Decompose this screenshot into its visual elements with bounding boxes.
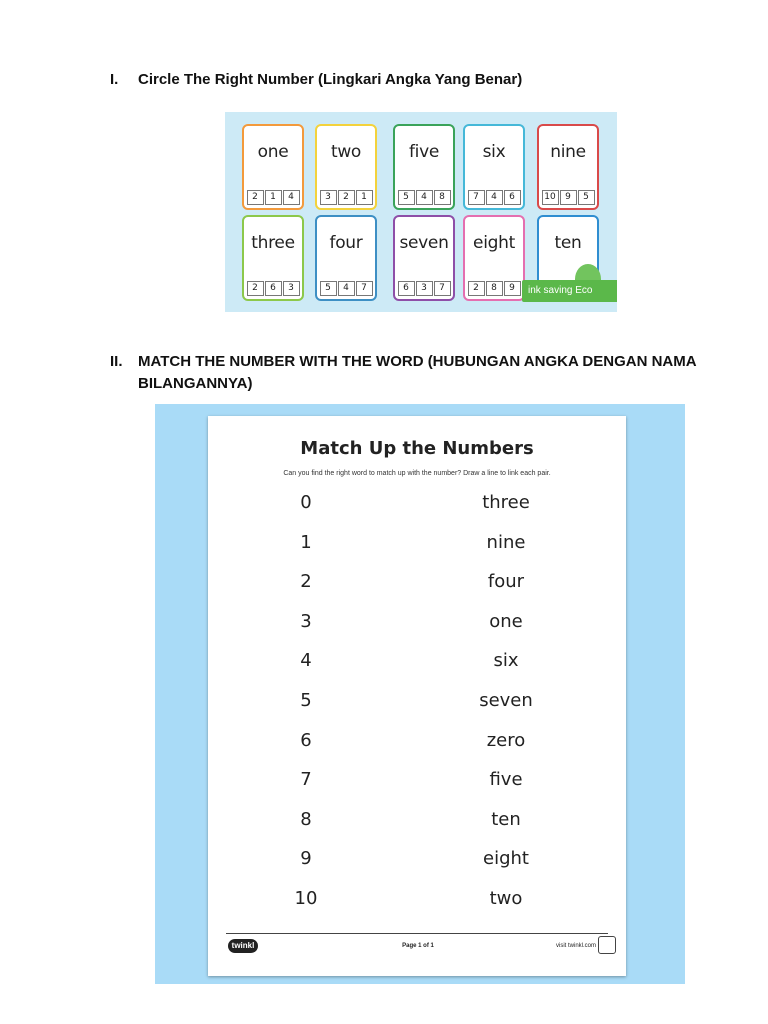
card-word: two — [330, 142, 362, 162]
card-option[interactable]: 3 — [283, 281, 300, 296]
site-label: visit twinkl.com — [555, 943, 596, 949]
card-options — [319, 190, 373, 205]
card-word: eight — [473, 233, 515, 253]
card-word: seven — [399, 233, 449, 253]
card-option[interactable]: 2 — [468, 281, 485, 296]
card-word: five — [408, 142, 440, 162]
match-word: ten — [491, 808, 521, 830]
match-number: 6 — [300, 729, 312, 751]
match-number: 10 — [294, 888, 318, 909]
card-option[interactable]: 6 — [398, 281, 415, 296]
worksheet-frame — [155, 404, 685, 984]
footer-divider — [226, 933, 608, 934]
match-word: six — [493, 650, 519, 672]
section-2-heading — [110, 351, 730, 395]
card-word: nine — [550, 142, 586, 162]
match-number: 4 — [300, 650, 312, 672]
card-option[interactable]: 4 — [338, 281, 355, 296]
card-option[interactable]: 8 — [434, 190, 451, 205]
card-option[interactable]: 10 — [542, 190, 559, 205]
section-2-title-line1: MATCH THE NUMBER WITH THE WORD (HUBUNGAN ANGKA DENGAN NAMA — [138, 353, 697, 370]
match-number: 1 — [300, 531, 312, 553]
card-option[interactable]: 5 — [578, 190, 595, 205]
twinkl-logo: twinkl — [228, 939, 258, 953]
section-1-title: Circle The Right Number (Lingkari Angka Yang Benar) — [138, 71, 523, 88]
match-number: 7 — [300, 769, 312, 791]
number-card — [315, 215, 377, 301]
card-option[interactable]: 5 — [320, 281, 337, 296]
card-option[interactable]: 3 — [320, 190, 337, 205]
section-1-number: I. — [110, 71, 119, 88]
card-option[interactable]: 6 — [265, 281, 282, 296]
match-word: nine — [486, 531, 526, 553]
card-options — [246, 281, 300, 296]
card-option[interactable]: 7 — [356, 281, 373, 296]
number-card — [463, 124, 525, 210]
section-2-number: II. — [110, 353, 123, 370]
card-option[interactable]: 9 — [560, 190, 577, 205]
card-word: six — [482, 142, 506, 162]
worksheet-instruction: Can you find the right word to match up with the number? Draw a line to link each pair. — [283, 470, 551, 477]
match-number: 9 — [300, 848, 312, 870]
match-word: four — [487, 571, 525, 593]
card-option[interactable]: 1 — [356, 190, 373, 205]
number-card — [242, 215, 304, 301]
number-card — [463, 215, 525, 301]
card-option[interactable]: 3 — [416, 281, 433, 296]
card-options — [541, 190, 595, 205]
card-word: three — [251, 233, 295, 253]
match-word: three — [482, 492, 530, 513]
card-option[interactable]: 2 — [247, 281, 264, 296]
badge-icon — [598, 936, 616, 954]
page-label: Page 1 of 1 — [402, 943, 434, 949]
number-clip-cards — [225, 112, 617, 312]
card-option[interactable]: 4 — [283, 190, 300, 205]
card-option[interactable]: 2 — [338, 190, 355, 205]
card-word: one — [257, 142, 289, 162]
number-card — [315, 124, 377, 210]
card-option[interactable]: 6 — [504, 190, 521, 205]
card-options — [397, 281, 451, 296]
card-word: four — [329, 233, 363, 253]
match-word: one — [489, 610, 523, 632]
eco-badge — [522, 280, 617, 302]
match-number: 0 — [300, 492, 312, 513]
card-option[interactable]: 1 — [265, 190, 282, 205]
match-number: 8 — [300, 808, 312, 830]
section-1-heading — [110, 69, 710, 91]
card-option[interactable]: 8 — [486, 281, 503, 296]
card-option[interactable]: 5 — [398, 190, 415, 205]
match-word: eight — [483, 848, 529, 870]
card-options — [467, 281, 521, 296]
card-options — [467, 190, 521, 205]
match-word: five — [489, 769, 523, 791]
match-number: 3 — [300, 610, 312, 632]
worksheet-title: Match Up the Numbers — [300, 438, 534, 459]
card-word: ten — [554, 233, 582, 253]
card-option[interactable]: 4 — [486, 190, 503, 205]
card-options — [246, 190, 300, 205]
card-options — [319, 281, 373, 296]
card-option[interactable]: 2 — [247, 190, 264, 205]
section-2-title-line2: BILANGANNYA) — [138, 375, 253, 392]
match-word: two — [489, 888, 523, 909]
eco-badge-label: ink saving Eco — [528, 285, 593, 296]
card-option[interactable]: 7 — [468, 190, 485, 205]
card-option[interactable]: 9 — [504, 281, 521, 296]
match-word: seven — [479, 690, 533, 711]
card-options — [397, 190, 451, 205]
card-option[interactable]: 4 — [416, 190, 433, 205]
number-card — [393, 124, 455, 210]
number-card — [242, 124, 304, 210]
number-card — [393, 215, 455, 301]
match-number: 2 — [300, 571, 312, 593]
card-option[interactable]: 7 — [434, 281, 451, 296]
match-number: 5 — [300, 690, 312, 711]
match-word: zero — [486, 729, 526, 751]
worksheet-page — [208, 416, 626, 976]
number-card — [537, 124, 599, 210]
